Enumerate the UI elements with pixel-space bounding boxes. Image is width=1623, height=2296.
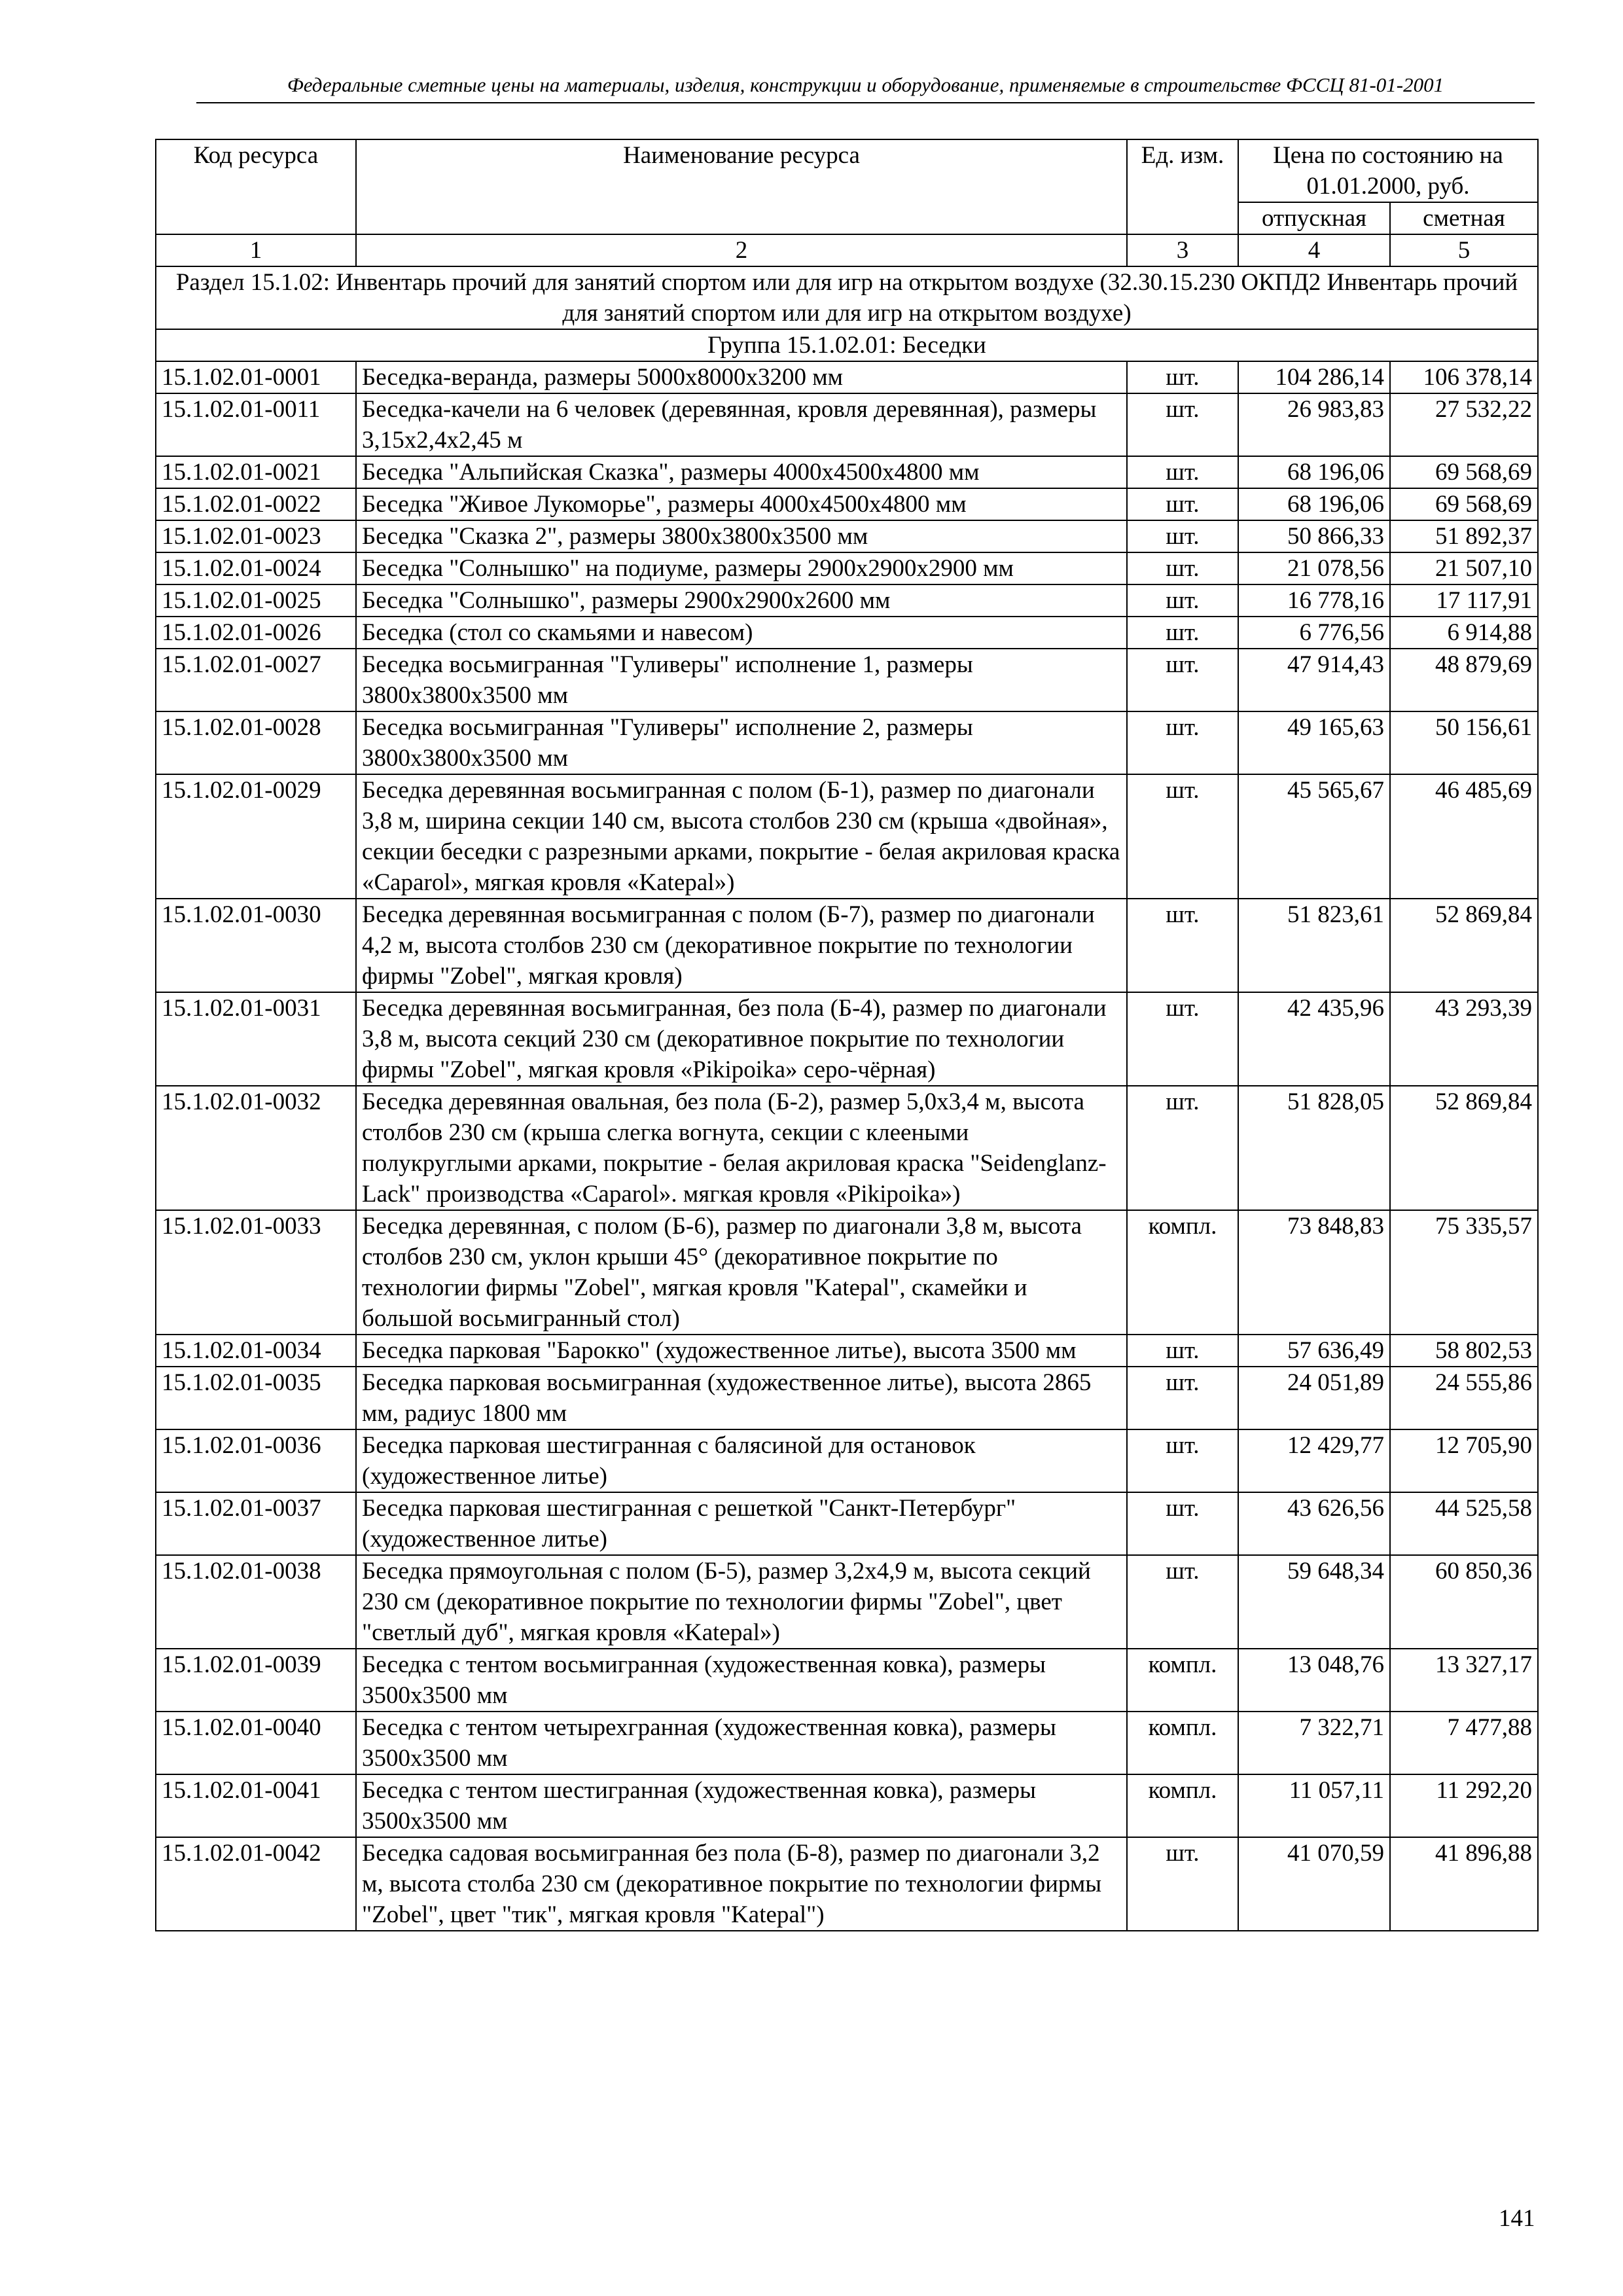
resource-unit: шт. bbox=[1127, 393, 1238, 456]
resource-unit: шт. bbox=[1127, 1837, 1238, 1931]
resource-unit: шт. bbox=[1127, 488, 1238, 520]
resource-name: Беседка парковая восьмигранная (художественное литье), высота 2865 мм, радиус 1800 мм bbox=[356, 1367, 1127, 1429]
resource-name: Беседка-качели на 6 человек (деревянная, кровля деревянная), размеры 3,15х2,4х2,45 м bbox=[356, 393, 1127, 456]
table-row bbox=[156, 617, 1538, 649]
release-price: 7 322,71 bbox=[1238, 1712, 1390, 1774]
release-price: 13 048,76 bbox=[1238, 1649, 1390, 1712]
resource-code: 15.1.02.01-0034 bbox=[156, 1335, 356, 1367]
resource-code: 15.1.02.01-0037 bbox=[156, 1492, 356, 1555]
resource-name: Беседка "Альпийская Сказка", размеры 4000х4500х4800 мм bbox=[356, 456, 1127, 488]
resource-unit: шт. bbox=[1127, 1367, 1238, 1429]
resource-unit: шт. bbox=[1127, 1555, 1238, 1649]
resource-code: 15.1.02.01-0042 bbox=[156, 1837, 356, 1931]
resource-unit: шт. bbox=[1127, 584, 1238, 617]
resource-code: 15.1.02.01-0028 bbox=[156, 711, 356, 774]
resource-unit: шт. bbox=[1127, 899, 1238, 992]
release-price: 49 165,63 bbox=[1238, 711, 1390, 774]
resource-name: Беседка-веранда, размеры 5000х8000х3200 мм bbox=[356, 361, 1127, 393]
release-price: 57 636,49 bbox=[1238, 1335, 1390, 1367]
column-header-code: Код ресурса bbox=[156, 139, 356, 234]
table-row bbox=[156, 456, 1538, 488]
release-price: 51 823,61 bbox=[1238, 899, 1390, 992]
resource-unit: шт. bbox=[1127, 1429, 1238, 1492]
resource-code: 15.1.02.01-0039 bbox=[156, 1649, 356, 1712]
resource-name: Беседка с тентом шестигранная (художественная ковка), размеры 3500х3500 мм bbox=[356, 1774, 1127, 1837]
estimate-price: 48 879,69 bbox=[1390, 649, 1538, 711]
resource-code: 15.1.02.01-0031 bbox=[156, 992, 356, 1086]
table-row bbox=[156, 1367, 1538, 1429]
estimate-price: 24 555,86 bbox=[1390, 1367, 1538, 1429]
resource-unit: шт. bbox=[1127, 992, 1238, 1086]
table-row bbox=[156, 1210, 1538, 1335]
estimate-price: 12 705,90 bbox=[1390, 1429, 1538, 1492]
resource-name: Беседка "Солнышко" на подиуме, размеры 2900х2900х2900 мм bbox=[356, 552, 1127, 584]
resource-name: Беседка "Солнышко", размеры 2900х2900х2600 мм bbox=[356, 584, 1127, 617]
resource-unit: компл. bbox=[1127, 1210, 1238, 1335]
estimate-price: 44 525,58 bbox=[1390, 1492, 1538, 1555]
resource-name: Беседка "Сказка 2", размеры 3800х3800х3500 мм bbox=[356, 520, 1127, 552]
resource-unit: шт. bbox=[1127, 361, 1238, 393]
group-row bbox=[156, 329, 1538, 361]
estimate-price: 43 293,39 bbox=[1390, 992, 1538, 1086]
release-price: 59 648,34 bbox=[1238, 1555, 1390, 1649]
estimate-price: 11 292,20 bbox=[1390, 1774, 1538, 1837]
table-row bbox=[156, 711, 1538, 774]
release-price: 11 057,11 bbox=[1238, 1774, 1390, 1837]
resource-code: 15.1.02.01-0001 bbox=[156, 361, 356, 393]
resource-name: Беседка парковая "Барокко" (художественное литье), высота 3500 мм bbox=[356, 1335, 1127, 1367]
resource-unit: шт. bbox=[1127, 774, 1238, 899]
release-price: 43 626,56 bbox=[1238, 1492, 1390, 1555]
resource-code: 15.1.02.01-0038 bbox=[156, 1555, 356, 1649]
estimate-price: 52 869,84 bbox=[1390, 1086, 1538, 1210]
resource-name: Беседка деревянная восьмигранная, без пола (Б-4), размер по диагонали 3,8 м, высота секций 230 см (декоративное покрытие по технологии фирмы "Zobel", мягкая кровля «Pikipoika» серо-чёрная) bbox=[356, 992, 1127, 1086]
estimate-price: 69 568,69 bbox=[1390, 456, 1538, 488]
release-price: 73 848,83 bbox=[1238, 1210, 1390, 1335]
resource-code: 15.1.02.01-0035 bbox=[156, 1367, 356, 1429]
estimate-price: 69 568,69 bbox=[1390, 488, 1538, 520]
release-price: 68 196,06 bbox=[1238, 456, 1390, 488]
release-price: 42 435,96 bbox=[1238, 992, 1390, 1086]
estimate-price: 41 896,88 bbox=[1390, 1837, 1538, 1931]
estimate-price: 52 869,84 bbox=[1390, 899, 1538, 992]
estimate-price: 17 117,91 bbox=[1390, 584, 1538, 617]
release-price: 16 778,16 bbox=[1238, 584, 1390, 617]
resource-code: 15.1.02.01-0024 bbox=[156, 552, 356, 584]
estimate-price: 27 532,22 bbox=[1390, 393, 1538, 456]
table-row bbox=[156, 1555, 1538, 1649]
column-header-release-price: отпускная bbox=[1238, 202, 1390, 234]
resource-name: Беседка парковая шестигранная с балясиной для остановок (художественное литье) bbox=[356, 1429, 1127, 1492]
release-price: 68 196,06 bbox=[1238, 488, 1390, 520]
estimate-price: 75 335,57 bbox=[1390, 1210, 1538, 1335]
table-row bbox=[156, 1774, 1538, 1837]
column-number-row bbox=[156, 234, 1538, 266]
release-price: 24 051,89 bbox=[1238, 1367, 1390, 1429]
release-price: 26 983,83 bbox=[1238, 393, 1390, 456]
resource-code: 15.1.02.01-0025 bbox=[156, 584, 356, 617]
column-header-price-group: Цена по состоянию на 01.01.2000, руб. bbox=[1238, 139, 1538, 202]
resource-unit: компл. bbox=[1127, 1774, 1238, 1837]
resource-code: 15.1.02.01-0041 bbox=[156, 1774, 356, 1837]
resource-name: Беседка прямоугольная с полом (Б-5), размер 3,2х4,9 м, высота секций 230 см (декоративное покрытие по технологии фирмы "Zobel", цвет "светлый дуб", мягкая кровля «Katepal») bbox=[356, 1555, 1127, 1649]
resource-code: 15.1.02.01-0040 bbox=[156, 1712, 356, 1774]
resource-name: Беседка деревянная, с полом (Б-6), размер по диагонали 3,8 м, высота столбов 230 см, уклон крыши 45° (декоративное покрытие по технологии фирмы "Zobel", мягкая кровля "Katepal", скамейки и большой восьмигранный стол) bbox=[356, 1210, 1127, 1335]
resource-name: Беседка садовая восьмигранная без пола (Б-8), размер по диагонали 3,2 м, высота столба 230 см (декоративное покрытие по технологии фирмы "Zobel", цвет "тик", мягкая кровля "Katepal") bbox=[356, 1837, 1127, 1931]
table-row bbox=[156, 488, 1538, 520]
estimate-price: 13 327,17 bbox=[1390, 1649, 1538, 1712]
column-number: 1 bbox=[156, 234, 356, 266]
resource-unit: компл. bbox=[1127, 1712, 1238, 1774]
resource-code: 15.1.02.01-0023 bbox=[156, 520, 356, 552]
resource-unit: шт. bbox=[1127, 649, 1238, 711]
resource-unit: шт. bbox=[1127, 617, 1238, 649]
resource-code: 15.1.02.01-0026 bbox=[156, 617, 356, 649]
release-price: 50 866,33 bbox=[1238, 520, 1390, 552]
column-header-name: Наименование ресурса bbox=[356, 139, 1127, 234]
table-row bbox=[156, 1335, 1538, 1367]
resource-code: 15.1.02.01-0029 bbox=[156, 774, 356, 899]
estimate-price: 51 892,37 bbox=[1390, 520, 1538, 552]
table-row bbox=[156, 552, 1538, 584]
table-row bbox=[156, 1649, 1538, 1712]
resource-unit: шт. bbox=[1127, 1086, 1238, 1210]
estimate-price: 60 850,36 bbox=[1390, 1555, 1538, 1649]
resource-unit: шт. bbox=[1127, 1492, 1238, 1555]
column-number: 2 bbox=[356, 234, 1127, 266]
resource-name: Беседка деревянная овальная, без пола (Б-2), размер 5,0х3,4 м, высота столбов 230 см (крыша слегка вогнута, секции с клееными полукруглыми арками, покрытие - белая акриловая краска "Seidenglanz-Lack" производства «Caparol». мягкая кровля «Pikipoika») bbox=[356, 1086, 1127, 1210]
column-header-unit: Ед. изм. bbox=[1127, 139, 1238, 234]
release-price: 104 286,14 bbox=[1238, 361, 1390, 393]
estimate-price: 21 507,10 bbox=[1390, 552, 1538, 584]
resource-unit: шт. bbox=[1127, 552, 1238, 584]
release-price: 51 828,05 bbox=[1238, 1086, 1390, 1210]
release-price: 45 565,67 bbox=[1238, 774, 1390, 899]
table-row bbox=[156, 1712, 1538, 1774]
table-row bbox=[156, 1837, 1538, 1931]
estimate-price: 106 378,14 bbox=[1390, 361, 1538, 393]
release-price: 47 914,43 bbox=[1238, 649, 1390, 711]
resource-unit: шт. bbox=[1127, 520, 1238, 552]
section-title: Раздел 15.1.02: Инвентарь прочий для занятий спортом или для игр на открытом воздухе (32.30.15.230 ОКПД2 Инвентарь прочий для занятий спортом или для игр на открытом воздухе) bbox=[156, 266, 1538, 329]
resource-unit: компл. bbox=[1127, 1649, 1238, 1712]
release-price: 6 776,56 bbox=[1238, 617, 1390, 649]
table-row bbox=[156, 1086, 1538, 1210]
table-row bbox=[156, 1492, 1538, 1555]
estimate-price: 58 802,53 bbox=[1390, 1335, 1538, 1367]
resource-name: Беседка восьмигранная "Гуливеры" исполнение 1, размеры 3800х3800х3500 мм bbox=[356, 649, 1127, 711]
resource-name: Беседка парковая шестигранная с решеткой "Санкт-Петербург" (художественное литье) bbox=[356, 1492, 1127, 1555]
resource-name: Беседка с тентом четырехгранная (художественная ковка), размеры 3500х3500 мм bbox=[356, 1712, 1127, 1774]
resource-name: Беседка (стол со скамьями и навесом) bbox=[356, 617, 1127, 649]
column-header-estimate-price: сметная bbox=[1390, 202, 1538, 234]
table-row bbox=[156, 393, 1538, 456]
estimate-price: 7 477,88 bbox=[1390, 1712, 1538, 1774]
resource-unit: шт. bbox=[1127, 1335, 1238, 1367]
resource-name: Беседка "Живое Лукоморье", размеры 4000х4500х4800 мм bbox=[356, 488, 1127, 520]
resource-name: Беседка с тентом восьмигранная (художественная ковка), размеры 3500х3500 мм bbox=[356, 1649, 1127, 1712]
table-row bbox=[156, 992, 1538, 1086]
resource-name: Беседка деревянная восьмигранная с полом (Б-7), размер по диагонали 4,2 м, высота столбов 230 см (декоративное покрытие по технологии фирмы "Zobel", мягкая кровля) bbox=[356, 899, 1127, 992]
column-number: 5 bbox=[1390, 234, 1538, 266]
resource-code: 15.1.02.01-0030 bbox=[156, 899, 356, 992]
resource-code: 15.1.02.01-0011 bbox=[156, 393, 356, 456]
resource-price-table bbox=[155, 139, 1539, 1931]
table-row bbox=[156, 361, 1538, 393]
release-price: 12 429,77 bbox=[1238, 1429, 1390, 1492]
resource-code: 15.1.02.01-0036 bbox=[156, 1429, 356, 1492]
page-number: 141 bbox=[1499, 2205, 1535, 2232]
resource-code: 15.1.02.01-0021 bbox=[156, 456, 356, 488]
estimate-price: 6 914,88 bbox=[1390, 617, 1538, 649]
release-price: 21 078,56 bbox=[1238, 552, 1390, 584]
table-row bbox=[156, 584, 1538, 617]
release-price: 41 070,59 bbox=[1238, 1837, 1390, 1931]
resource-code: 15.1.02.01-0033 bbox=[156, 1210, 356, 1335]
resource-name: Беседка восьмигранная "Гуливеры" исполнение 2, размеры 3800х3800х3500 мм bbox=[356, 711, 1127, 774]
resource-code: 15.1.02.01-0027 bbox=[156, 649, 356, 711]
group-title: Группа 15.1.02.01: Беседки bbox=[156, 329, 1538, 361]
table-row bbox=[156, 1429, 1538, 1492]
table-row bbox=[156, 649, 1538, 711]
column-number: 4 bbox=[1238, 234, 1390, 266]
resource-name: Беседка деревянная восьмигранная с полом (Б-1), размер по диагонали 3,8 м, ширина секции 140 см, высота столбов 230 см (крыша «двойная», секции беседки с разрезными арками, покрытие - белая акриловая краска «Caparol», мягкая кровля «Katepal») bbox=[356, 774, 1127, 899]
column-number: 3 bbox=[1127, 234, 1238, 266]
resource-code: 15.1.02.01-0032 bbox=[156, 1086, 356, 1210]
section-row bbox=[156, 266, 1538, 329]
estimate-price: 46 485,69 bbox=[1390, 774, 1538, 899]
resource-unit: шт. bbox=[1127, 711, 1238, 774]
table-row bbox=[156, 899, 1538, 992]
running-header: Федеральные сметные цены на материалы, изделия, конструкции и оборудование, применяемые в строительстве ФССЦ 81-01-2001 bbox=[196, 73, 1535, 103]
resource-code: 15.1.02.01-0022 bbox=[156, 488, 356, 520]
estimate-price: 50 156,61 bbox=[1390, 711, 1538, 774]
table-row bbox=[156, 520, 1538, 552]
table-row bbox=[156, 774, 1538, 899]
resource-unit: шт. bbox=[1127, 456, 1238, 488]
